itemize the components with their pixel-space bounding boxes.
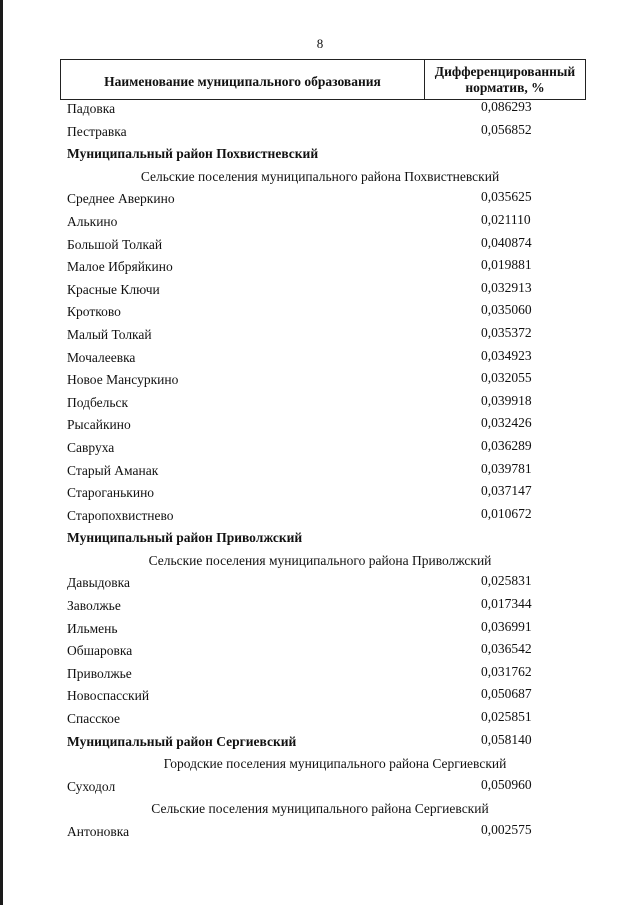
district-name: Муниципальный район Приволжский xyxy=(67,530,303,546)
header-value-line1: Дифференцированный xyxy=(434,63,576,79)
normative-value: 0,040874 xyxy=(481,234,532,250)
municipality-name: Малый Толкай xyxy=(67,326,152,342)
normative-value: 0,010672 xyxy=(481,505,532,521)
normative-value: 0,036991 xyxy=(481,618,532,634)
district-name: Муниципальный район Сергиевский xyxy=(67,733,297,749)
table-row xyxy=(0,821,640,844)
normative-value: 0,002575 xyxy=(481,822,532,837)
municipality-name: Малое Ибряйкино xyxy=(67,259,173,275)
subheading-row xyxy=(0,550,640,573)
municipality-name: Савруха xyxy=(67,439,115,455)
district-row xyxy=(0,527,640,550)
normative-value: 0,021110 xyxy=(481,211,531,227)
normative-value: 0,032055 xyxy=(481,370,532,386)
table-row xyxy=(0,98,640,121)
district-row xyxy=(0,143,640,166)
municipality-name: Падовка xyxy=(67,101,116,116)
normative-value: 0,050687 xyxy=(481,686,532,702)
table-row xyxy=(0,572,640,595)
municipality-name: Большой Толкай xyxy=(67,236,163,252)
municipality-name: Староганькино xyxy=(67,485,155,501)
table-row xyxy=(0,776,640,799)
subheading-text: Городские поселения муниципального района Сергиевский xyxy=(163,756,507,772)
normative-value: 0,034923 xyxy=(481,347,532,363)
municipality-name: Красные Ключи xyxy=(67,281,160,297)
municipality-name: Алькино xyxy=(67,213,118,229)
header-value-column xyxy=(425,60,585,99)
table-row xyxy=(0,256,640,279)
subheading-row xyxy=(0,798,640,821)
normative-value: 0,050960 xyxy=(481,776,532,792)
header-name-column: Наименование муниципального образования xyxy=(61,60,425,99)
table-row xyxy=(0,618,640,641)
normative-value: 0,039781 xyxy=(481,460,532,476)
page-number: 8 xyxy=(316,36,324,51)
normative-value: 0,032426 xyxy=(481,415,532,431)
table-header xyxy=(60,59,586,100)
normative-value: 0,035060 xyxy=(481,302,532,318)
table-row xyxy=(0,708,640,731)
header-value-line2: норматив, % xyxy=(465,79,545,95)
normative-value: 0,025831 xyxy=(481,573,532,589)
normative-value: 0,058140 xyxy=(481,731,532,747)
subheading-row xyxy=(0,166,640,189)
table-row xyxy=(0,369,640,392)
subheading-text: Сельские поселения муниципального района Приволжский xyxy=(148,552,492,568)
normative-value: 0,032913 xyxy=(481,279,532,295)
normative-value: 0,036289 xyxy=(481,437,532,453)
normative-value: 0,036542 xyxy=(481,641,532,657)
normative-value: 0,086293 xyxy=(481,99,532,114)
table-row xyxy=(0,414,640,437)
normative-value: 0,056852 xyxy=(481,121,532,137)
municipality-name: Давыдовка xyxy=(67,575,130,591)
normative-value: 0,035625 xyxy=(481,189,532,205)
normative-value: 0,025851 xyxy=(481,709,532,725)
table-row xyxy=(0,663,640,686)
normative-value: 0,037147 xyxy=(481,483,532,499)
table-row xyxy=(0,505,640,528)
table-row xyxy=(0,211,640,234)
municipality-name: Приволжье xyxy=(67,665,132,681)
table-row xyxy=(0,392,640,415)
normative-value: 0,031762 xyxy=(481,663,532,679)
municipality-name: Среднее Аверкино xyxy=(67,191,175,207)
normative-value: 0,039918 xyxy=(481,392,532,408)
district-row xyxy=(0,731,640,754)
municipality-name: Заволжье xyxy=(67,598,121,614)
table-row xyxy=(0,324,640,347)
municipality-name: Обшаровка xyxy=(67,643,133,659)
table-body xyxy=(0,98,640,844)
table-row xyxy=(0,279,640,302)
district-name: Муниципальный район Похвистневский xyxy=(67,146,319,162)
table-row xyxy=(0,482,640,505)
normative-value: 0,035372 xyxy=(481,324,532,340)
table-row xyxy=(0,640,640,663)
municipality-name: Суходол xyxy=(67,778,116,794)
municipality-name: Старопохвистнево xyxy=(67,507,174,523)
municipality-name: Ильмень xyxy=(67,620,118,636)
municipality-name: Рысайкино xyxy=(67,417,131,433)
table-row xyxy=(0,234,640,257)
table-row xyxy=(0,347,640,370)
municipality-name: Новоспасский xyxy=(67,688,150,704)
municipality-name: Антоновка xyxy=(67,824,130,839)
table-row xyxy=(0,437,640,460)
table-row xyxy=(0,121,640,144)
municipality-name: Старый Аманак xyxy=(67,462,159,478)
normative-value: 0,017344 xyxy=(481,596,532,612)
table-row xyxy=(0,301,640,324)
municipality-name: Мочалеевка xyxy=(67,349,136,365)
table-row xyxy=(0,188,640,211)
municipality-name: Спасское xyxy=(67,711,120,727)
subheading-text: Сельские поселения муниципального района Сергиевский xyxy=(151,801,489,817)
subheading-text: Сельские поселения муниципального района Похвистневский xyxy=(140,168,500,184)
municipality-name: Пестравка xyxy=(67,123,127,139)
table-row xyxy=(0,595,640,618)
normative-value: 0,019881 xyxy=(481,257,532,273)
subheading-row xyxy=(0,753,640,776)
municipality-name: Кротково xyxy=(67,304,121,320)
table-row xyxy=(0,685,640,708)
municipality-name: Новое Мансуркино xyxy=(67,372,179,388)
municipality-name: Подбельск xyxy=(67,394,129,410)
table-row xyxy=(0,460,640,483)
